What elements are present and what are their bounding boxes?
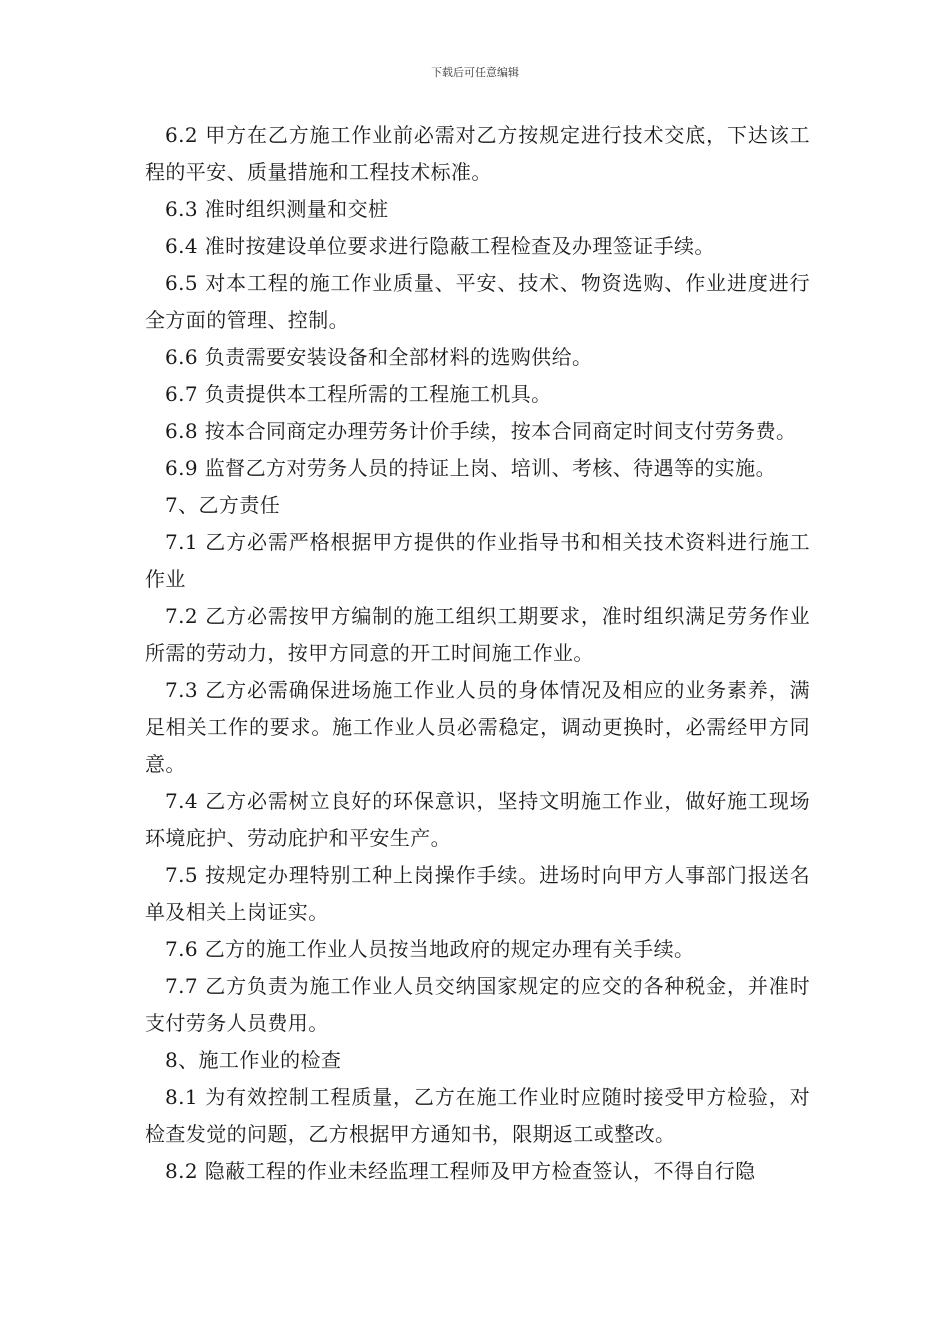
paragraph-7-1: 7.1 乙方必需严格根据甲方提供的作业指导书和相关技术资料进行施工作业	[145, 530, 810, 591]
paragraph-6-4: 6.4 准时按建设单位要求进行隐蔽工程检查及办理签证手续。	[165, 234, 715, 258]
paragraph-6-8: 6.8 按本合同商定办理劳务计价手续，按本合同商定时间支付劳务费。	[165, 419, 797, 443]
paragraph-7-5: 7.5 按规定办理特别工种上岗操作手续。进场时向甲方人事部门报送名单及相关上岗证实。	[145, 863, 810, 924]
paragraph-6-5: 6.5 对本工程的施工作业质量、平安、技术、物资选购、作业进度进行全方面的管理、控制。	[145, 271, 810, 332]
page-header: 下载后可任意编辑	[431, 66, 519, 79]
paragraph-6-7: 6.7 负责提供本工程所需的工程施工机具。	[165, 382, 552, 406]
paragraph-7-6: 7.6 乙方的施工作业人员按当地政府的规定办理有关手续。	[165, 937, 695, 961]
paragraph-6-9: 6.9 监督乙方对劳务人员的持证上岗、培训、考核、待遇等的实施。	[165, 456, 776, 480]
paragraph-6-3: 6.3 准时组织测量和交桩	[165, 197, 389, 221]
paragraph-7-4: 7.4 乙方必需树立良好的环保意识，坚持文明施工作业，做好施工现场环境庇护、劳动庇护和平安生产。	[145, 789, 810, 850]
paragraph-6-2: 6.2 甲方在乙方施工作业前必需对乙方按规定进行技术交底，下达该工程的平安、质量措施和工程技术标准。	[145, 123, 810, 184]
paragraph-7-2: 7.2 乙方必需按甲方编制的施工组织工期要求，准时组织满足劳务作业所需的劳动力，按甲方同意的开工时间施工作业。	[145, 604, 810, 665]
paragraph-7-7: 7.7 乙方负责为施工作业人员交纳国家规定的应交的各种税金，并准时支付劳务人员费用。	[145, 974, 810, 1035]
paragraph-8-1: 8.1 为有效控制工程质量，乙方在施工作业时应随时接受甲方检验，对检查发觉的问题，乙方根据甲方通知书，限期返工或整改。	[145, 1085, 810, 1146]
paragraph-7-3: 7.3 乙方必需确保进场施工作业人员的身体情况及相应的业务素养，满足相关工作的要求。施工作业人员必需稳定，调动更换时，必需经甲方同意。	[145, 678, 810, 776]
paragraph-6-6: 6.6 负责需要安装设备和全部材料的选购供给。	[165, 345, 593, 369]
document-body	[145, 117, 810, 1190]
section-heading-8: 8、施工作业的检查	[165, 1048, 342, 1072]
paragraph-8-2: 8.2 隐蔽工程的作业未经监理工程师及甲方检查签认，不得自行隐	[165, 1159, 756, 1183]
section-heading-7: 7、乙方责任	[165, 493, 281, 517]
